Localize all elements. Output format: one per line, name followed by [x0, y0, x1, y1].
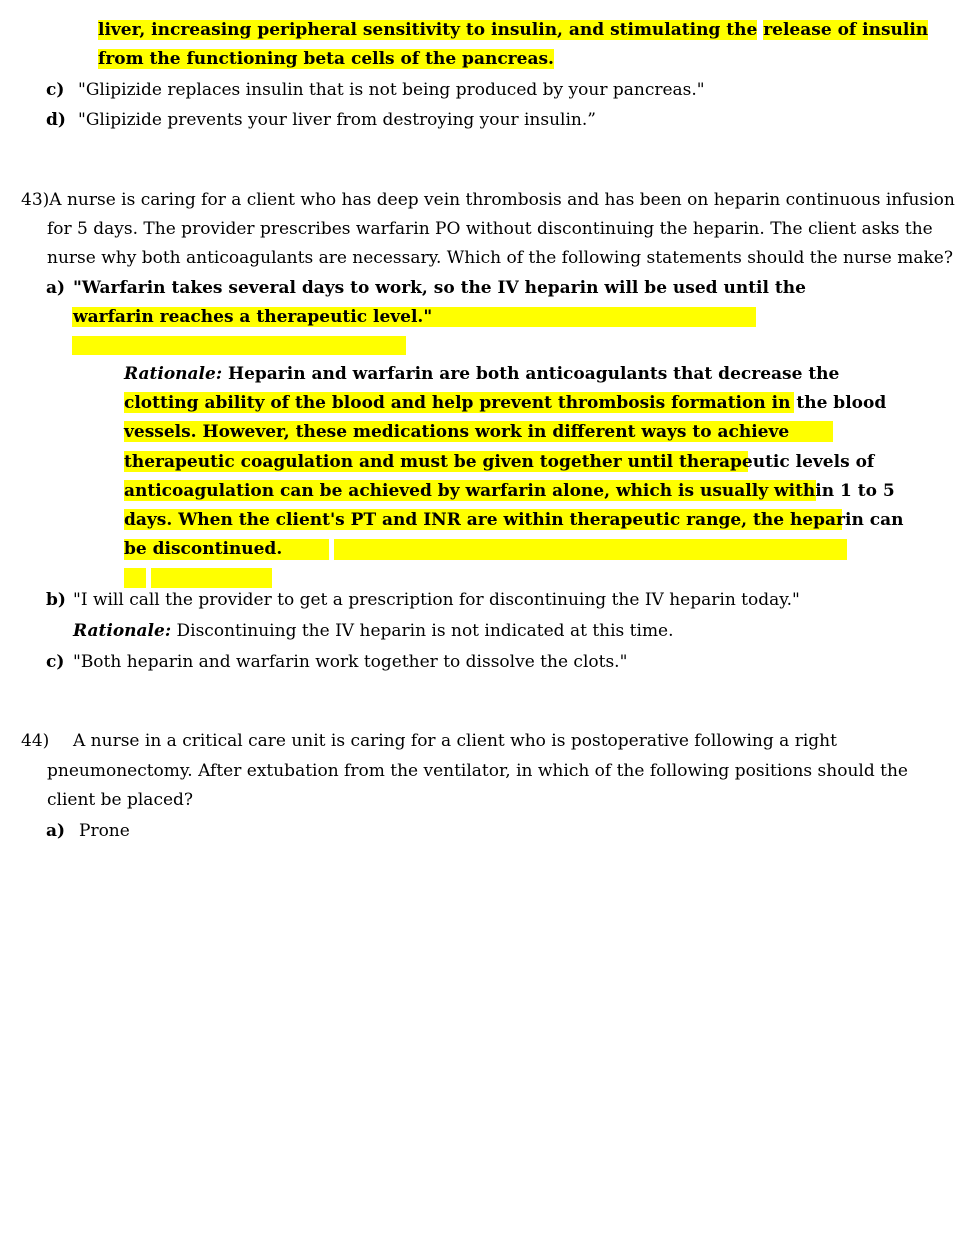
q44-option-a-text: Prone [79, 821, 130, 841]
q43-option-a-line1: "Warfarin takes several days to work, so the IV heparin will be used until the [73, 278, 806, 298]
q43-option-a-line2: warfarin reaches a therapeutic level." [73, 307, 433, 327]
q43-stem-line3: nurse why both anticoagulants are necessary. Which of the following statements should the nurse make? [47, 248, 953, 268]
q44-stem-line1: A nurse in a critical care unit is caring for a client who is postoperative following a right [73, 731, 837, 751]
highlight-band-empty [124, 568, 146, 588]
q42-rationale-tail-line1-b: release of insulin [763, 20, 929, 40]
q43-rationale-a-line2: clotting ability of the blood and help prevent thrombosis formation in the blood [124, 393, 887, 413]
q42-option-c-text: "Glipizide replaces insulin that is not being produced by your pancreas." [78, 80, 705, 100]
q43-rationale-a-line7: be discontinued. [124, 539, 283, 559]
q44-number: 44) [21, 731, 50, 751]
q43-rationale-a-line5: anticoagulation can be achieved by warfarin alone, which is usually within 1 to 5 [124, 481, 895, 501]
q44-stem-line3: client be placed? [47, 790, 194, 810]
q44-stem-line2: pneumonectomy. After extubation from the ventilator, in which of the following positions should the [47, 761, 908, 781]
q43-rationale-a-line4: therapeutic coagulation and must be given together until therapeutic levels of [124, 452, 875, 472]
highlight-band-empty [151, 568, 272, 588]
q44-option-a-letter: a) [46, 821, 66, 841]
q43-option-a-letter: a) [46, 278, 66, 298]
q43-option-c-text: "Both heparin and warfarin work together to dissolve the clots." [73, 652, 628, 672]
q43-rationale-a-line1: Rationale: Heparin and warfarin are both anticoagulants that decrease the [124, 364, 840, 384]
q43-rationale-a-label: Rationale: [124, 364, 223, 384]
q42-rationale-tail-line1 [98, 19, 928, 41]
q42-option-c-letter: c) [46, 80, 65, 100]
q43-rationale-b: Rationale: Discontinuing the IV heparin is not indicated at this time. [73, 621, 674, 641]
q43-option-b-text: "I will call the provider to get a prescription for discontinuing the IV heparin today." [73, 590, 800, 610]
q42-option-d-letter: d) [46, 110, 66, 130]
highlight-band-empty [72, 336, 406, 355]
q43-rationale-b-label: Rationale: [73, 621, 172, 641]
q43-option-c-letter: c) [46, 652, 65, 672]
q43-rationale-a-line6: days. When the client's PT and INR are within therapeutic range, the heparin can [124, 510, 904, 530]
q43-number: 43) [21, 190, 50, 210]
q42-rationale-tail-line1-a: liver, increasing peripheral sensitivity to insulin, and stimulating the [98, 20, 758, 40]
q43-rationale-a-line3: vessels. However, these medications work in different ways to achieve [124, 422, 790, 442]
q42-option-d-text: "Glipizide prevents your liver from destroying your insulin.” [78, 110, 596, 130]
q43-option-b-letter: b) [46, 590, 66, 610]
highlight-band-empty [334, 539, 847, 560]
q42-rationale-tail-line2: from the functioning beta cells of the pancreas. [98, 49, 554, 69]
q43-stem-line1: 43)A nurse is caring for a client who has deep vein thrombosis and has been on heparin continuous infusion [21, 190, 955, 210]
q43-stem-line2: for 5 days. The provider prescribes warfarin PO without discontinuing the heparin. The client asks the [47, 219, 933, 239]
